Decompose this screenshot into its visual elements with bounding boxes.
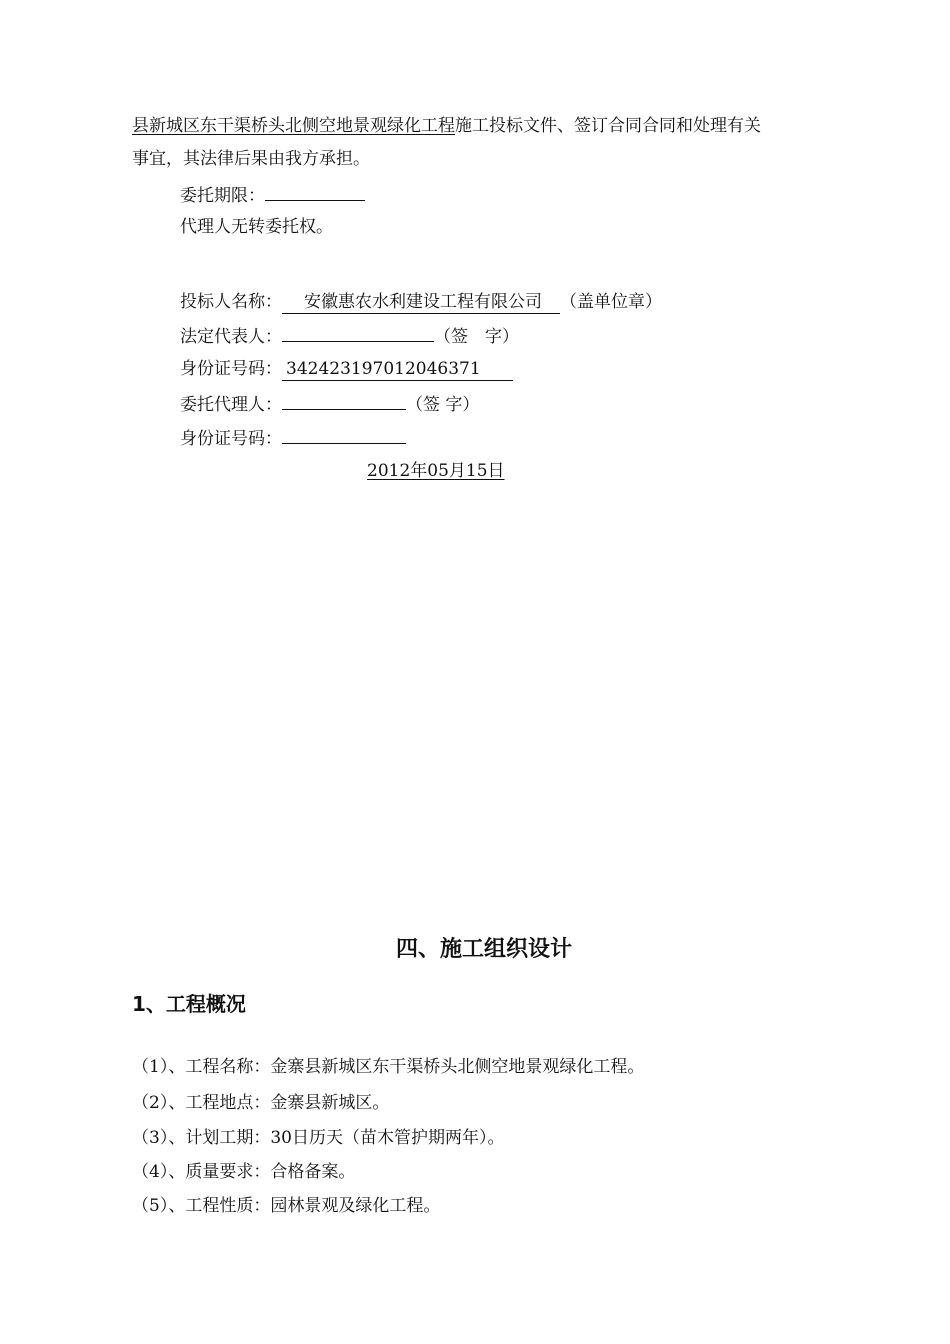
bidder-suffix: （盖单位章） xyxy=(560,292,662,312)
signature-date: 2012年05月15日 xyxy=(367,461,505,481)
term-label: 委托期限： xyxy=(180,186,265,206)
overview-item-5: （5）、工程性质：园林景观及绿化工程。 xyxy=(132,1196,441,1216)
id2-line xyxy=(180,425,406,451)
subsection-title: 1、工程概况 xyxy=(132,992,246,1016)
legal-rep-line xyxy=(180,323,519,349)
bidder-label: 投标人名称： xyxy=(180,292,282,312)
bidder-line xyxy=(180,290,662,314)
overview-item-4: （4）、质量要求：合格备案。 xyxy=(132,1162,356,1182)
term-line xyxy=(180,182,365,208)
overview-item-3: （3）、计划工期：30日历天（苗木管护期两年）。 xyxy=(132,1128,505,1148)
id1-line xyxy=(180,357,513,381)
agent-blank xyxy=(282,391,406,410)
intro-rest: 施工投标文件、签订合同合同和处理有关 xyxy=(455,116,761,136)
date-line xyxy=(361,459,505,483)
intro-line-2: 事宜，其法律后果由我方承担。 xyxy=(132,149,370,169)
agent-label: 委托代理人： xyxy=(180,395,282,415)
legal-rep-suffix: （签 字） xyxy=(434,327,519,347)
id2-blank xyxy=(282,425,406,444)
project-name-underlined: 县新城区东干渠桥头北侧空地景观绿化工程 xyxy=(132,116,455,136)
bidder-value: 安徽惠农水利建设工程有限公司 xyxy=(282,291,560,314)
legal-rep-blank xyxy=(282,323,434,342)
overview-item-2: （2）、工程地点：金寨县新城区。 xyxy=(132,1093,390,1113)
legal-rep-label: 法定代表人： xyxy=(180,327,282,347)
agent-suffix: （签 字） xyxy=(406,395,480,415)
id1-label: 身份证号码： xyxy=(180,359,282,379)
intro-line-1 xyxy=(132,114,761,138)
term-blank xyxy=(265,182,365,201)
section-title: 四、施工组织设计 xyxy=(395,937,572,962)
agent-line xyxy=(180,391,479,417)
no-transfer-text: 代理人无转委托权。 xyxy=(180,217,333,237)
overview-item-1: （1）、工程名称：金寨县新城区东干渠桥头北侧空地景观绿化工程。 xyxy=(132,1057,645,1077)
id2-label: 身份证号码： xyxy=(180,429,282,449)
id1-value: 342423197012046371 xyxy=(282,358,513,381)
